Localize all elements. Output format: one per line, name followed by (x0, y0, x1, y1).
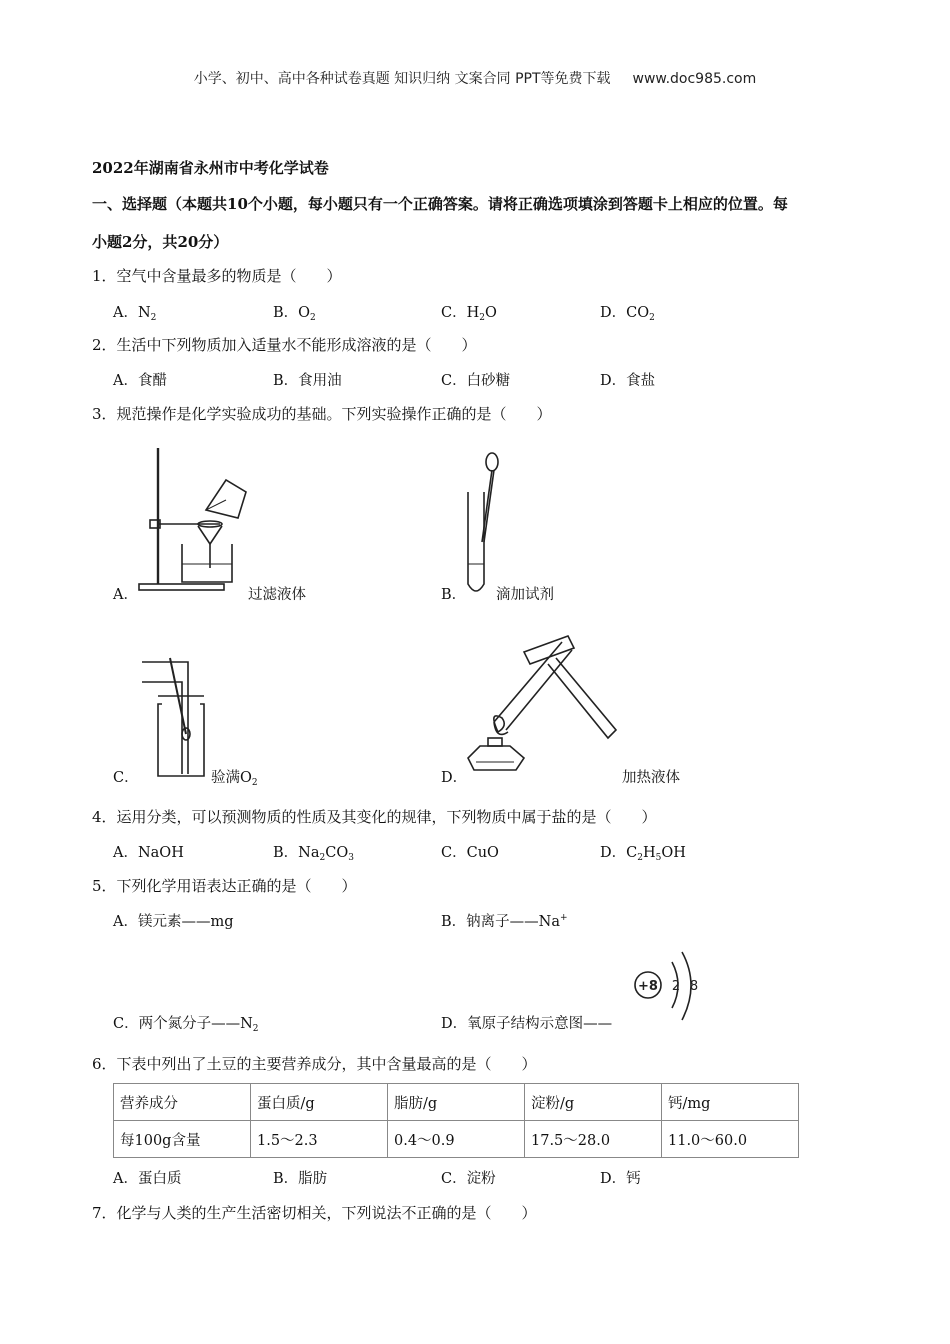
oxygen-atom-diagram (630, 948, 710, 1028)
table-cell: 17.5～28.0 (525, 1121, 662, 1158)
q2-option-c[interactable]: C．白砂糖 (441, 373, 511, 389)
q2-stem: 2．生活中下列物质加入适量水不能形成溶液的是（ ） (92, 336, 477, 354)
q5-stem: 5．下列化学用语表达正确的是（ ） (92, 877, 357, 895)
table-row (114, 1121, 799, 1158)
q7-stem: 7．化学与人类的生产生活密切相关，下列说法不正确的是（ ） (92, 1204, 537, 1222)
dropper-diagram (458, 452, 508, 602)
q5-option-b[interactable]: B．钠离子——Na+ (441, 913, 568, 930)
q1-option-b[interactable]: B．$O_2$ (273, 305, 316, 323)
table-header-cell: 脂肪/g (388, 1084, 525, 1121)
q4-option-b[interactable]: B．$Na_2CO_3$ (273, 845, 354, 863)
q3-option-c[interactable]: C． (113, 770, 139, 786)
table-cell: 每100g含量 (114, 1121, 251, 1158)
q1-option-a[interactable]: A．$N_2$ (113, 305, 157, 323)
q3-option-a[interactable]: A． (113, 587, 138, 603)
q6-option-b[interactable]: B．脂肪 (273, 1171, 328, 1187)
filtration-diagram (134, 440, 254, 600)
banner-text: 小学、初中、高中各种试卷真题 知识归纳 文案合同 PPT等免费下载 (193, 71, 611, 87)
table-cell: 1.5～2.3 (251, 1121, 388, 1158)
q4-stem: 4．运用分类，可以预测物质的性质及其变化的规律，下列物质中属于盐的是（ ） (92, 808, 657, 826)
q3-option-d[interactable]: D． (441, 770, 468, 786)
table-header-cell: 营养成分 (114, 1084, 251, 1121)
q5-option-d[interactable]: D．氧原子结构示意图—— (441, 1016, 613, 1032)
table-cell: 11.0～60.0 (662, 1121, 799, 1158)
oxygen-test-diagram (138, 654, 213, 784)
atom-shell2-label: 8 (689, 979, 699, 994)
section-heading-line2: 小题2分，共20分） (92, 233, 229, 251)
q6-option-c[interactable]: C．淀粉 (441, 1171, 496, 1187)
q5-option-a[interactable]: A．镁元素——mg (113, 914, 234, 930)
q2-option-b[interactable]: B．食用油 (273, 373, 342, 389)
table-cell: 0.4～0.9 (388, 1121, 525, 1158)
q6-stem: 6．下表中列出了土豆的主要营养成分，其中含量最高的是（ ） (92, 1055, 537, 1073)
table-header-cell: 钙/mg (662, 1084, 799, 1121)
q3-option-b[interactable]: B． (441, 587, 467, 603)
q3-option-c-label: 验满$O_2$ (211, 770, 258, 788)
atom-nucleus-label: +8 (638, 979, 658, 994)
nutrition-table (113, 1083, 799, 1158)
q1-stem: 1．空气中含量最多的物质是（ ） (92, 267, 342, 285)
q3-option-b-label: 滴加试剂 (496, 587, 554, 603)
q1-option-d[interactable]: D．$CO_2$ (600, 305, 655, 323)
q4-option-a[interactable]: A．NaOH (113, 845, 184, 861)
heating-diagram (464, 630, 624, 782)
q6-option-d[interactable]: D．钙 (600, 1171, 641, 1187)
q5-option-c[interactable]: C．两个氮分子$——N_2$ (113, 1016, 259, 1034)
q2-option-a[interactable]: A．食醋 (113, 373, 167, 389)
atom-shell1-label: 2 (671, 979, 681, 994)
table-header-row (114, 1084, 799, 1121)
q3-option-a-label: 过滤液体 (248, 587, 306, 603)
q4-option-d[interactable]: D．$C_2H_5OH$ (600, 845, 686, 863)
exam-title: 2022年湖南省永州市中考化学试卷 (92, 159, 329, 177)
q6-option-a[interactable]: A．蛋白质 (113, 1171, 182, 1187)
table-header-cell: 蛋白质/g (251, 1084, 388, 1121)
q3-option-d-label: 加热液体 (622, 770, 680, 786)
banner-url[interactable]: www.doc985.com (632, 71, 757, 87)
site-banner (0, 68, 950, 88)
q1-option-c[interactable]: C．$H_2O$ (441, 305, 497, 323)
q4-option-c[interactable]: C．CuO (441, 845, 499, 861)
table-header-cell: 淀粉/g (525, 1084, 662, 1121)
q2-option-d[interactable]: D．食盐 (600, 373, 656, 389)
section-heading-line1: 一、选择题（本题共10个小题，每小题只有一个正确答案。请将正确选项填涂到答题卡上相应的位置。每 (92, 195, 788, 213)
q3-stem: 3．规范操作是化学实验成功的基础。下列实验操作正确的是（ ） (92, 405, 552, 423)
